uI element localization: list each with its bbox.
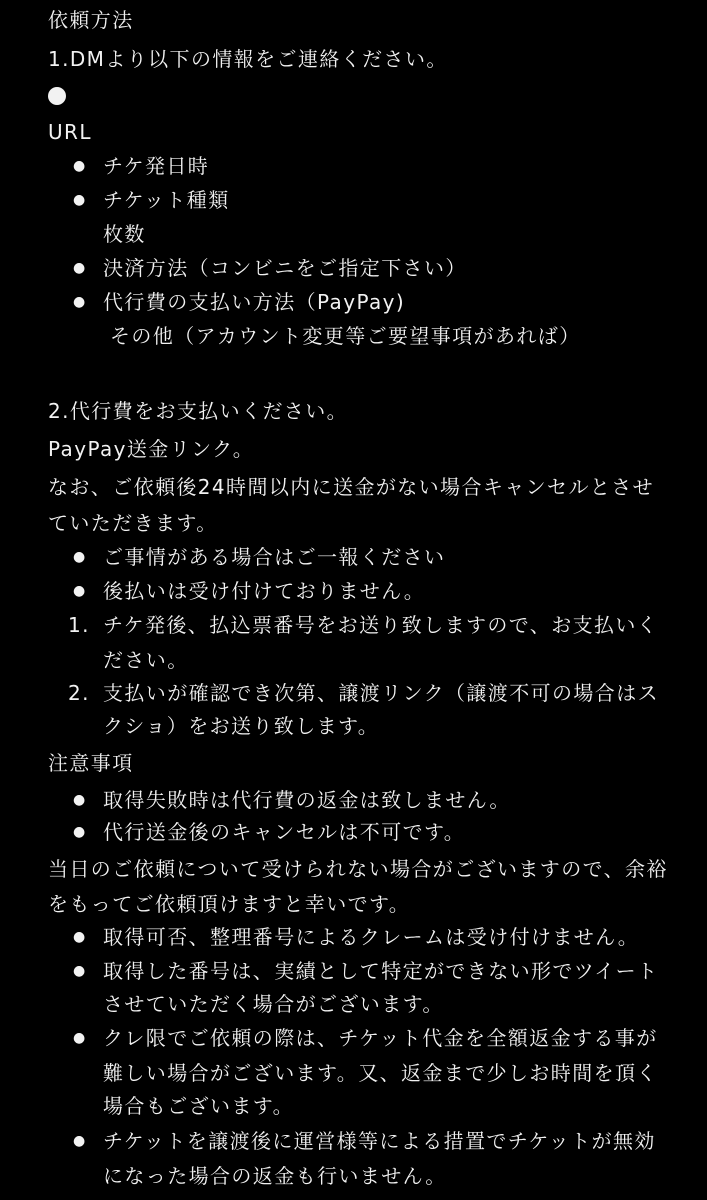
bullet-icon: ● — [73, 1133, 87, 1149]
cancel-note-text: なお、ご依頼後24時間以内に送金がない場合キャンセルとさせ — [48, 475, 655, 499]
sameday-line — [0, 852, 707, 886]
final-note-text: 取得可否、整理番号によるクレームは受け付けません。 — [103, 925, 640, 949]
final-note-continued — [0, 1159, 707, 1193]
info-item — [0, 251, 707, 285]
step-text: 支払いが確認でき次第、譲渡リンク（譲渡不可の場合はス — [103, 681, 659, 705]
step-text: チケ発後、払込票番号をお送り致しますので、お支払いく — [103, 613, 659, 637]
cancel-note-line — [0, 470, 707, 504]
note-item — [0, 815, 707, 849]
bullet-icon: ● — [73, 824, 87, 840]
sameday-text: をもってご依頼頂けますと幸いです。 — [48, 892, 411, 916]
final-note-continued — [0, 987, 707, 1021]
bullet-icon: ● — [73, 583, 87, 599]
info-item — [0, 149, 707, 183]
info-item-text: 代行費の支払い方法（PayPay) — [103, 290, 406, 314]
url-line — [0, 115, 707, 149]
bullet-icon: ● — [73, 192, 87, 208]
final-note-text: 場合もございます。 — [103, 1094, 294, 1118]
step-number: 2. — [68, 681, 90, 705]
sameday-text: 当日のご依頼について受けられない場合がございますので、余裕 — [48, 857, 668, 881]
final-note — [0, 1124, 707, 1158]
step-text: クショ）をお送り致します。 — [103, 714, 380, 738]
note-text: 代行送金後のキャンセルは不可です。 — [103, 820, 466, 844]
info-item-text: 決済方法（コンビニをご指定下さい） — [103, 256, 467, 280]
final-note-text: クレ限でご依頼の際は、チケット代金を全額返金する事が — [103, 1026, 658, 1050]
step-number: 1. — [68, 613, 90, 637]
bullet-icon: ● — [73, 963, 87, 979]
final-note-text: 難しい場合がございます。又、返金まで少しお時間を頂く — [103, 1061, 658, 1085]
notes-heading: 注意事項 — [48, 751, 134, 775]
numbered-step-continued — [0, 643, 707, 677]
payment-note — [0, 540, 707, 574]
note-text: 取得失敗時は代行費の返金は致しません。 — [103, 788, 511, 812]
cancel-note-line — [0, 506, 707, 540]
bullet-icon: ● — [73, 294, 87, 310]
payment-note-text: 後払いは受け付けておりません。 — [103, 579, 426, 603]
final-note-text: チケットを譲渡後に運営様等による措置でチケットが無効 — [103, 1129, 656, 1153]
info-item-text: チケット種類 — [103, 188, 230, 212]
numbered-step-continued — [0, 709, 707, 743]
final-note-text: 取得した番号は、実績として特定ができない形でツイート — [103, 959, 659, 983]
final-note — [0, 954, 707, 988]
info-item — [0, 183, 707, 217]
url-label: URL — [48, 120, 92, 144]
final-note-text: になった場合の返金も行いません。 — [103, 1164, 447, 1188]
numbered-step — [0, 608, 707, 642]
info-item-text: その他（アカウント変更等ご要望事項があれば） — [110, 324, 581, 348]
step2-line — [0, 394, 707, 428]
info-item — [0, 319, 707, 353]
info-item-text: 枚数 — [103, 222, 146, 246]
bullet-icon: ● — [73, 1030, 87, 1046]
large-bullet-icon — [48, 87, 66, 105]
cancel-note-text: ていただきます。 — [48, 511, 218, 535]
bullet-icon: ● — [73, 929, 87, 945]
info-item — [0, 285, 707, 319]
final-note — [0, 920, 707, 954]
bullet-icon: ● — [73, 792, 87, 808]
bullet-icon: ● — [73, 549, 87, 565]
title-line — [0, 3, 707, 37]
numbered-step — [0, 676, 707, 710]
step2-heading: 2.代行費をお支払いください。 — [48, 399, 349, 423]
page-title: 依頼方法 — [48, 8, 134, 32]
step-text: ださい。 — [103, 648, 189, 672]
note-item — [0, 783, 707, 817]
final-note-continued — [0, 1056, 707, 1090]
final-note-continued — [0, 1089, 707, 1123]
payment-note-text: ご事情がある場合はご一報ください — [103, 545, 446, 569]
info-item-text: チケ発日時 — [103, 154, 210, 178]
bullet-icon: ● — [73, 158, 87, 174]
notes-heading-line — [0, 746, 707, 780]
info-item — [0, 217, 707, 251]
sameday-line — [0, 887, 707, 921]
bullet-icon: ● — [73, 260, 87, 276]
paypay-line — [0, 432, 707, 466]
step1-line — [0, 42, 707, 76]
payment-note — [0, 574, 707, 608]
final-note — [0, 1021, 707, 1055]
final-note-text: させていただく場合がございます。 — [103, 992, 444, 1016]
step1-heading: 1.DMより以下の情報をご連絡ください。 — [48, 47, 448, 71]
paypay-link-text: PayPay送金リンク。 — [48, 437, 255, 461]
